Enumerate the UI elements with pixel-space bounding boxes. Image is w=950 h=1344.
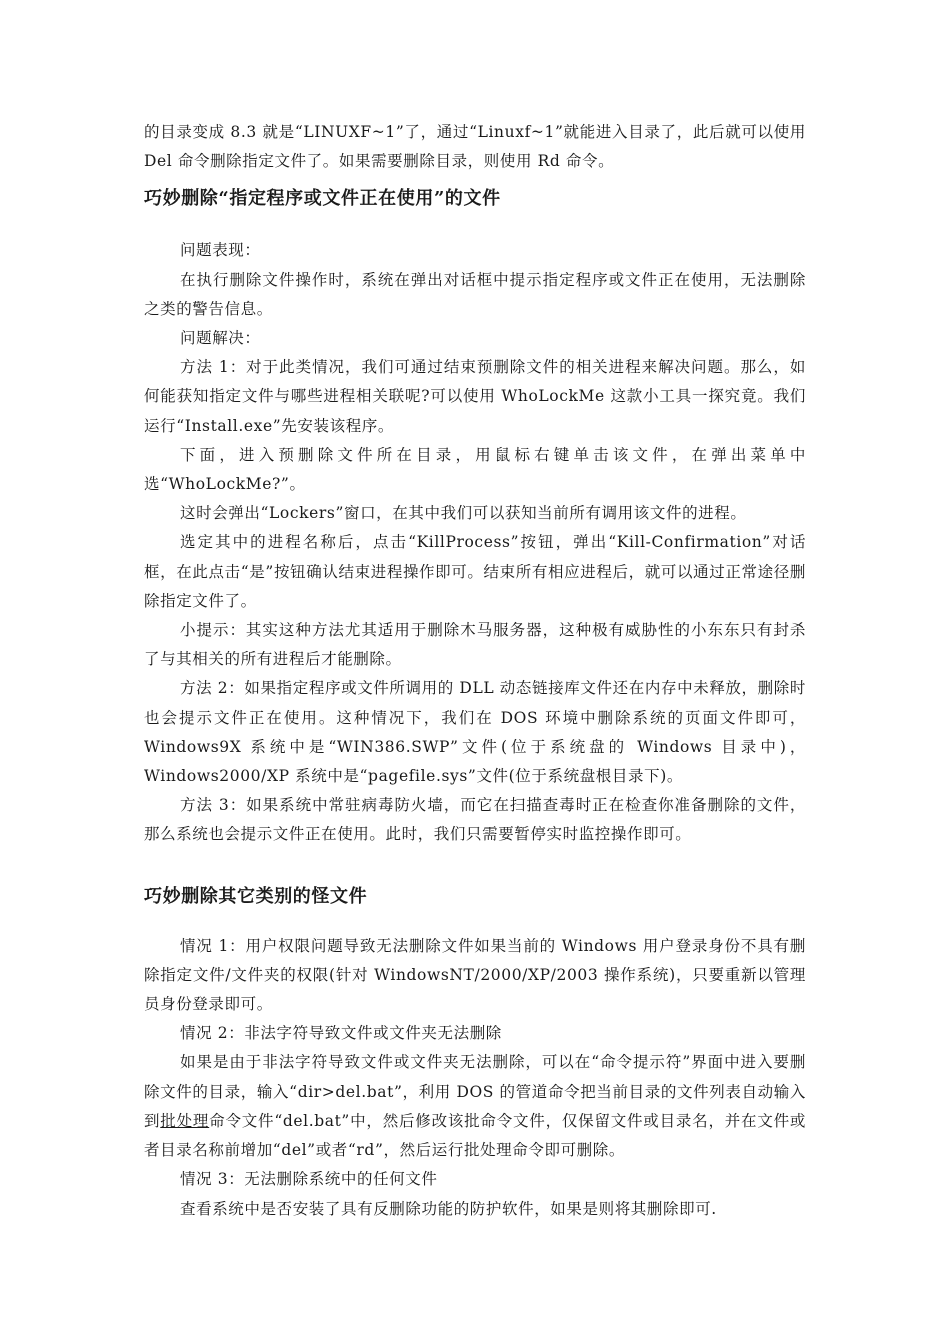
problem-text: 在执行删除文件操作时，系统在弹出对话框中提示指定程序或文件正在使用，无法删除之类的警告信息。 [144,270,806,318]
step1-paragraph: 下面，进入预删除文件所在目录，用鼠标右键单击该文件，在弹出菜单中选“WhoLockMe?”。 [144,445,806,494]
method2-paragraph: 方法 2：如果指定程序或文件所调用的 DLL 动态链接库文件还在内存中未释放，删除时也会提示文件正在使用。这种情况下，我们在 DOS 环境中删除系统的页面文件即可，Windows9X 系统中是“WIN386.SWP”文件(位于系统盘的 Windows 目录中)，Windows2000/XP 系统中是“pagefile.sys”文件(位于系统盘根目录下)。 [144,679,806,786]
batch-link[interactable]: 批处理 [160,1111,210,1130]
case3-paragraph: 查看系统中是否安装了具有反删除功能的防护软件，如果是则将其删除即可. [180,1199,717,1218]
problem-label: 问题表现： [180,241,261,260]
case1-paragraph: 情况 1：用户权限问题导致无法删除文件如果当前的 Windows 用户登录身份不具有删除指定文件/文件夹的权限(针对 WindowsNT/2000/XP/2003 操作系统)，只要重新以管理员身份登录即可。 [144,936,806,1014]
case2-text-before: 如果是由于非法字符导致文件或文件夹无法删除，可以在“命令提示符”界面中进入要删除文件的目录，输入“dir>del.bat”，利用 DOS 的管道命令把当前目录的文件列表自动输入到 [144,1053,806,1130]
step2-paragraph: 这时会弹出“Lockers”窗口，在其中我们可以获知当前所有调用该文件的进程。 [180,504,747,523]
section1-heading: 巧妙删除“指定程序或文件正在使用”的文件 [144,188,501,210]
case2-text-after: 命令文件“del.bat”中，然后修改该批命令文件，仅保留文件或目录名，并在文件或者目录名称前增加“del”或者“rd”，然后运行批处理命令即可删除。 [144,1111,806,1160]
document-page [144,118,806,1224]
step3-paragraph: 选定其中的进程名称后，点击“KillProcess”按钮，弹出“Kill-Confirmation”对话框，在此点击“是”按钮确认结束进程操作即可。结束所有相应进程后，就可以通过正常途径删除指定文件了。 [144,533,806,610]
intro-paragraph: 的目录变成 8.3 就是“LINUXF~1”了，通过“Linuxf~1”就能进入目录了，此后就可以使用 Del 命令删除指定文件了。如果需要删除目录，则使用 Rd 命令。 [144,123,806,171]
method1-paragraph: 方法 1：对于此类情况，我们可通过结束预删除文件的相关进程来解决问题。那么，如何能获知指定文件与哪些进程相关联呢?可以使用 WhoLockMe 这款小工具一探究竟。我们运行“Install.exe”先安装该程序。 [144,358,806,435]
method3-paragraph: 方法 3：如果系统中常驻病毒防火墙，而它在扫描查毒时正在检查你准备删除的文件，那么系统也会提示文件正在使用。此时，我们只需要暂停实时监控操作即可。 [144,796,806,844]
tip-paragraph: 小提示：其实这种方法尤其适用于删除木马服务器，这种极有威胁性的小东东只有封杀了与其相关的所有进程后才能删除。 [144,621,806,669]
case2-heading: 情况 2：非法字符导致文件或文件夹无法删除 [180,1024,502,1043]
section2-heading: 巧妙删除其它类别的怪文件 [144,885,368,907]
case2-paragraph [144,1048,806,1165]
solution-label: 问题解决： [180,329,261,348]
case3-heading: 情况 3：无法删除系统中的任何文件 [180,1170,438,1189]
